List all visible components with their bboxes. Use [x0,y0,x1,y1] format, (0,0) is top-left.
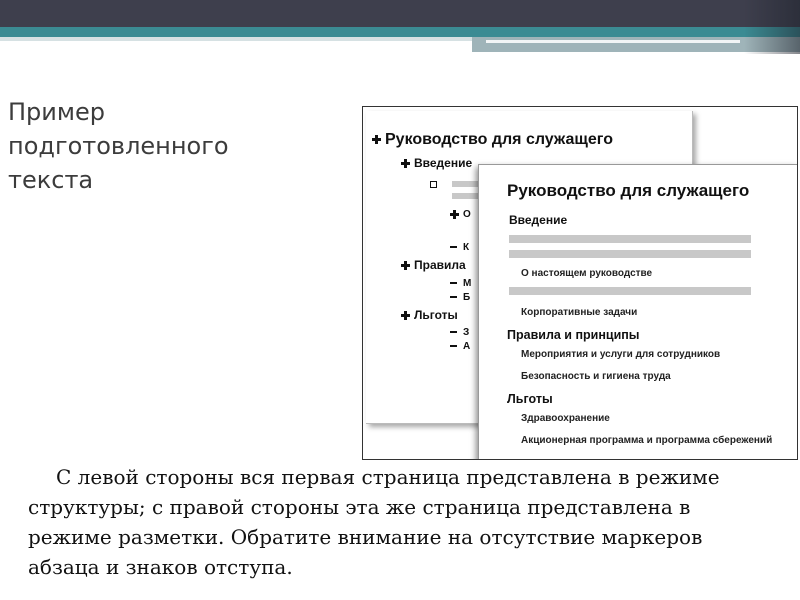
layout-text-bar [509,250,751,258]
layout-intro-heading: Введение [509,213,568,227]
outline-item-a [450,341,470,352]
layout-safety: Безопасность и гигиена труда [521,371,671,382]
outline-item-m-text: М [463,278,472,289]
outline-item-o [450,209,471,220]
example-screenshot [362,106,798,460]
banner-dark-band [0,0,800,27]
layout-about: О настоящем руководстве [521,268,653,279]
minus-icon [450,246,457,248]
layout-title: Руководство для служащего [507,181,750,200]
minus-icon [450,282,457,284]
layout-text-bar [509,287,751,295]
outline-item-z [450,327,469,338]
layout-text-bar [509,235,751,243]
outline-item-b [450,292,470,303]
minus-icon [450,345,457,347]
banner-teal-band [0,27,800,37]
outline-title [372,131,613,149]
layout-benefits-heading: Льготы [507,392,553,406]
outline-intro-text: Введение [414,156,473,170]
outline-item-k [450,242,469,253]
banner-shade [744,0,800,54]
outline-benefits [401,308,458,322]
banner-white-line [486,40,740,43]
layout-shares: Акционерная программа и программа сбережений [521,435,773,446]
outline-rules [401,258,466,272]
outline-item-b-text: Б [463,292,471,303]
plus-icon [450,210,459,219]
plus-icon [372,135,381,144]
plus-icon [401,159,410,168]
outline-intro [401,156,472,170]
outline-item-z-text: З [463,327,470,338]
plus-icon [401,261,410,270]
layout-view-page [478,164,798,460]
outline-empty-bullet [430,175,437,193]
minus-icon [450,296,457,298]
layout-rules-heading: Правила и принципы [507,328,640,342]
top-banner [0,0,800,54]
outline-benefits-text: Льготы [414,308,458,322]
layout-events: Мероприятия и услуги для сотрудников [521,349,721,360]
outline-item-o-text: О [463,209,471,220]
outline-item-m [450,278,471,289]
slide-caption: С левой стороны вся первая страница представлена в режиме структуры; с правой стороны эта же страница представлена в режиме разметки. Обратите внимание на отсутствие маркеров абзаца и знаков отступа. [28,465,720,579]
square-bullet-icon [430,181,437,188]
outline-item-k-text: К [463,242,470,253]
minus-icon [450,331,457,333]
outline-rules-text: Правила [414,258,466,272]
layout-health: Здравоохранение [521,413,610,424]
outline-title-text: Руководство для служащего [385,131,613,148]
banner-light-stripe [0,37,472,41]
plus-icon [401,311,410,320]
outline-item-a-text: А [463,341,471,352]
slide-title: Пример подготовленного текста [8,98,229,194]
layout-corporate: Корпоративные задачи [521,307,638,318]
